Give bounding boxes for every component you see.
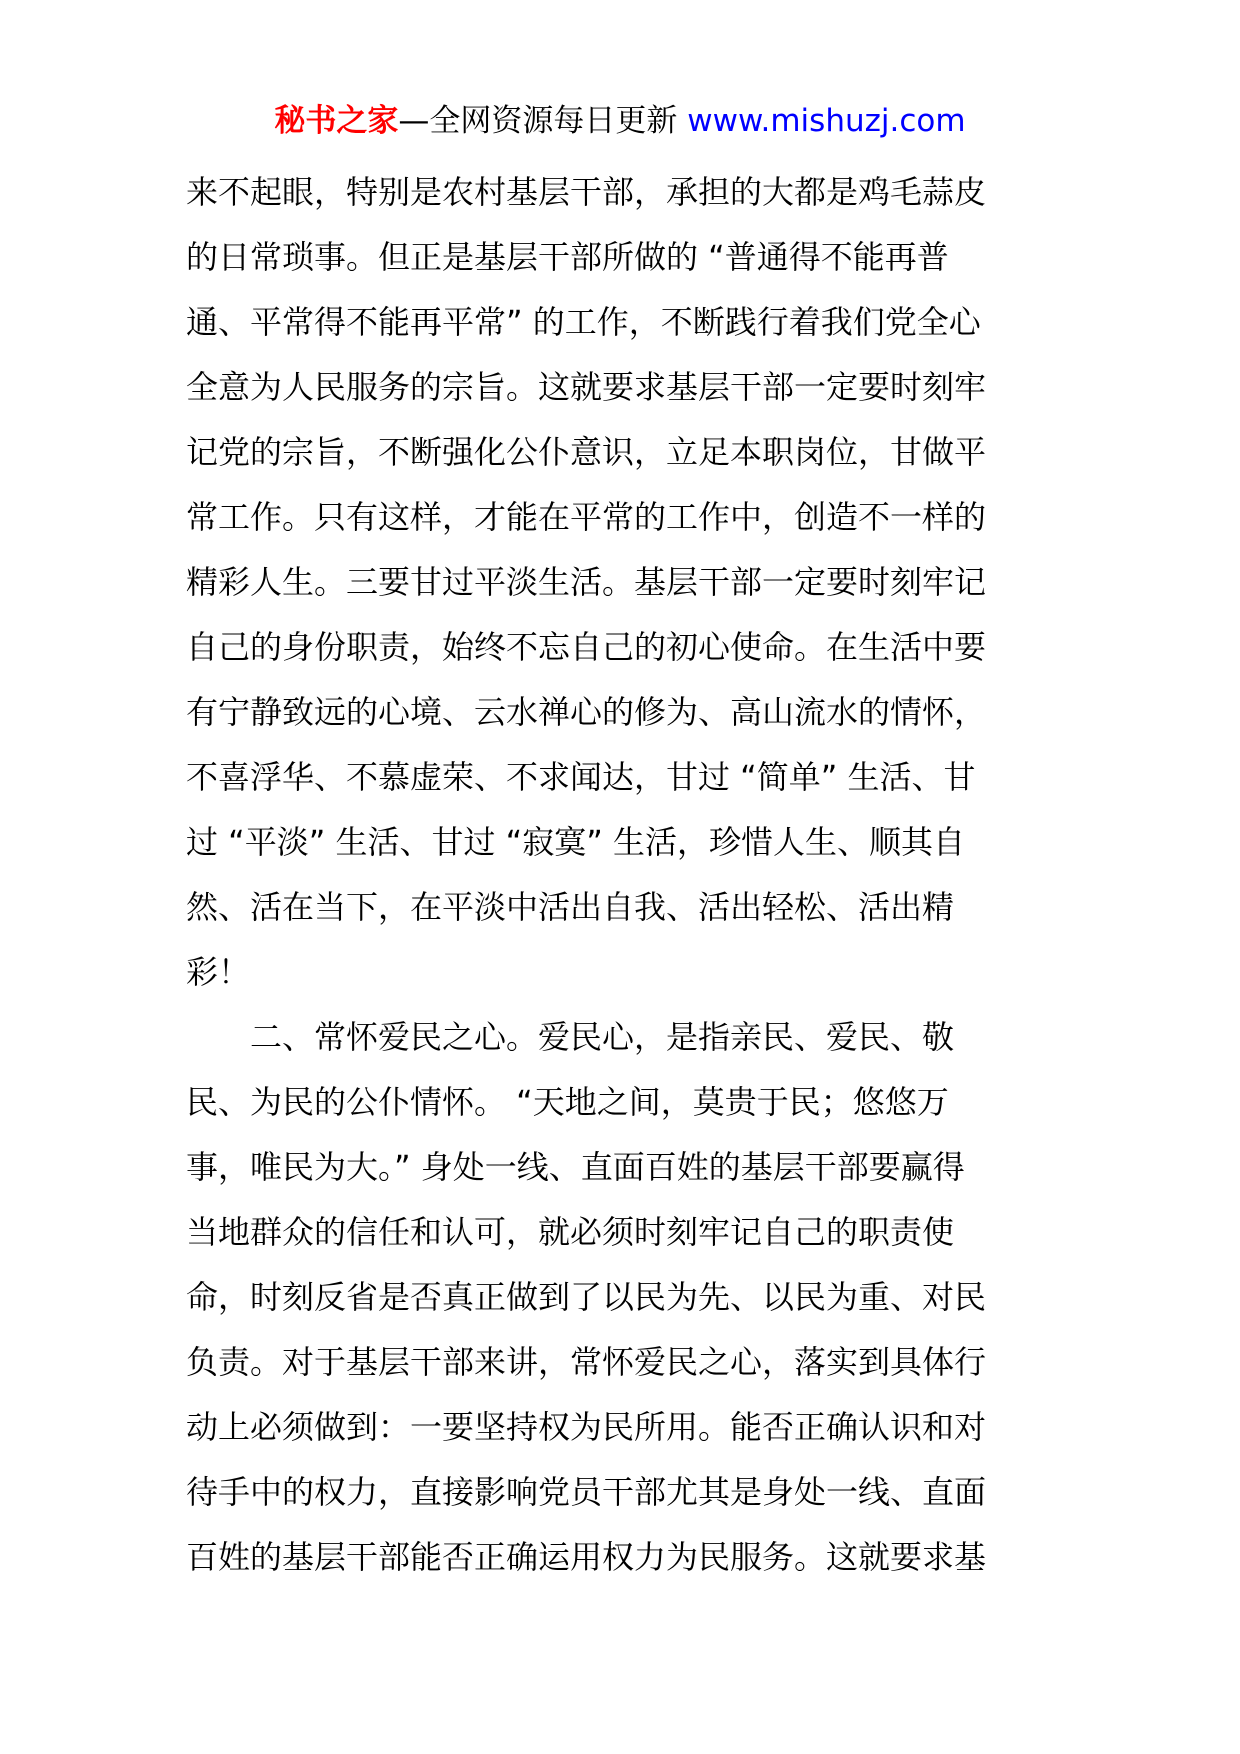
text-line: 然、活在当下，在平淡中活出自我、活出轻松、活出精 xyxy=(186,888,955,926)
text-line: 百姓的基层干部能否正确运用权力为民服务。这就要求基 xyxy=(186,1538,987,1576)
text-line: 来不起眼，特别是农村基层干部，承担的大都是鸡毛蒜皮 xyxy=(186,173,987,211)
text-line: 的日常琐事。但正是基层干部所做的 “普通得不能再普 xyxy=(186,238,949,276)
text-line: 动上必须做到：一要坚持权为民所用。能否正确认识和对 xyxy=(186,1408,987,1446)
site-tagline: —全网资源每日更新 xyxy=(398,103,688,139)
document-body xyxy=(186,160,1066,1590)
text-line: 常工作。只有这样，才能在平常的工作中，创造不一样的 xyxy=(186,498,987,536)
text-line: 待手中的权力，直接影响党员干部尤其是身处一线、直面 xyxy=(186,1473,987,1511)
text-line: 记党的宗旨，不断强化公仆意识，立足本职岗位，甘做平 xyxy=(186,433,987,471)
text-line: 事，唯民为大。” 身处一线、直面百姓的基层干部要赢得 xyxy=(186,1148,965,1186)
text-line: 彩！ xyxy=(186,953,251,991)
text-line: 负责。对于基层干部来讲，常怀爱民之心，落实到具体行 xyxy=(186,1343,987,1381)
paragraph-start-line: 二、常怀爱民之心。爱民心，是指亲民、爱民、敬 xyxy=(186,1018,955,1056)
text-line: 有宁静致远的心境、云水禅心的修为、高山流水的情怀， xyxy=(186,693,987,731)
text-line: 全意为人民服务的宗旨。这就要求基层干部一定要时刻牢 xyxy=(186,368,987,406)
text-line: 自己的身份职责，始终不忘自己的初心使命。在生活中要 xyxy=(186,628,987,666)
text-line: 过 “平淡” 生活、甘过 “寂寞” 生活，珍惜人生、顺其自 xyxy=(186,823,966,861)
page-header xyxy=(0,101,1240,141)
site-url-link[interactable]: www.mishuzj.com xyxy=(687,103,966,139)
text-line: 民、为民的公仆情怀。 “天地之间，莫贵于民；悠悠万 xyxy=(186,1083,949,1121)
text-line: 精彩人生。三要甘过平淡生活。基层干部一定要时刻牢记 xyxy=(186,563,987,601)
text-line: 命，时刻反省是否真正做到了以民为先、以民为重、对民 xyxy=(186,1278,987,1316)
text-line: 当地群众的信任和认可，就必须时刻牢记自己的职责使 xyxy=(186,1213,955,1251)
text-line: 不喜浮华、不慕虚荣、不求闻达，甘过 “简单” 生活、甘 xyxy=(186,758,976,796)
text-line: 通、平常得不能再平常” 的工作，不断践行着我们党全心 xyxy=(186,303,981,341)
site-brand: 秘书之家 xyxy=(274,103,399,139)
